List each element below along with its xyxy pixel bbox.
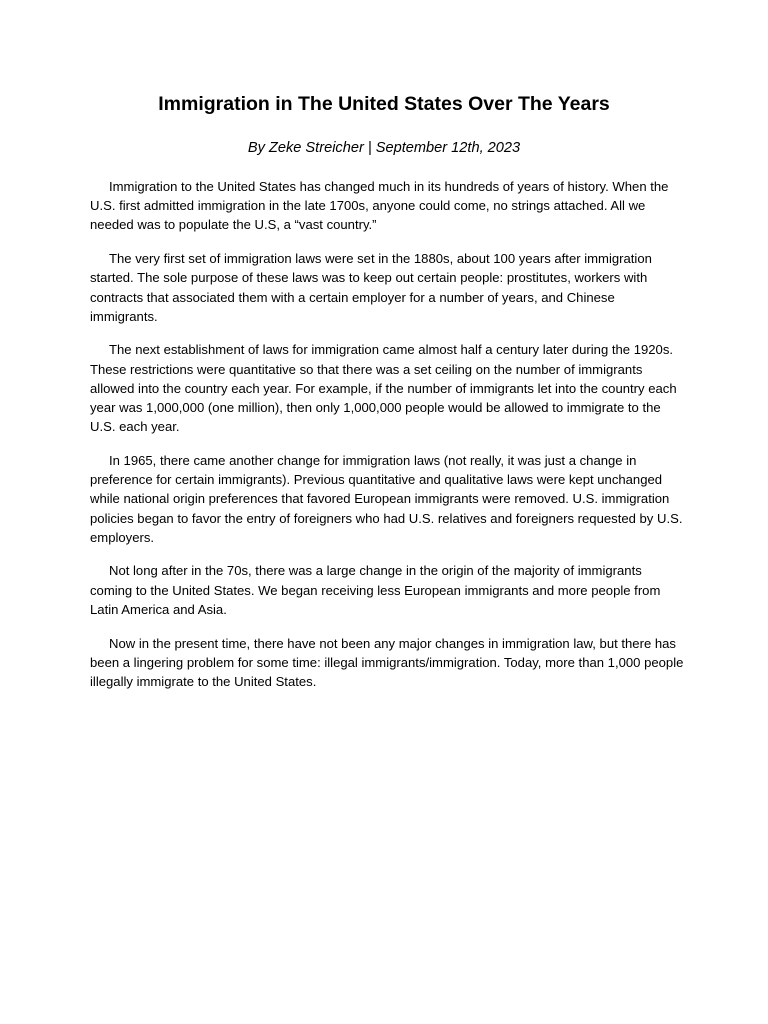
paragraph-1965-change: In 1965, there came another change for immigration laws (not really, it was just a change in preference for certain immigrants). Previous quantitative and qualitative laws were kept unchanged while national origin preferences that favored European immigrants were removed. U.S. immigration policies began to favor the entry of foreigners who had U.S. relatives and foreigners requested by U.S. employers. bbox=[90, 452, 683, 545]
paragraph-present-day: Now in the present time, there have not been any major changes in immigration law, but there has been a lingering problem for some time: illegal immigrants/immigration. Today, more than 1,000 people illegally immigrate to the United States. bbox=[90, 635, 684, 689]
paragraph-1970s-origin-shift: Not long after in the 70s, there was a large change in the origin of the majority of immigrants coming to the United States. We began receiving less European immigrants and more people from Latin America and Asia. bbox=[90, 563, 661, 617]
document-body bbox=[90, 177, 686, 706]
paragraph-1920s-restrictions: The next establishment of laws for immigration came almost half a century later during the 1920s. These restrictions were quantitative so that there was a set ceiling on the number of immigrants allowed into the country each year. For example, if the number of immigrants let into the country each year was 1,000,000 (one million), then only 1,000,000 people would be allowed to immigrate to the U.S. each year. bbox=[90, 342, 677, 435]
paragraph-colonial-immigration: Immigration to the United States has changed much in its hundreds of years of history. When the U.S. first admitted immigration in the late 1700s, anyone could come, no strings attached. All we needed was to populate the U.S, a “vast country.” bbox=[90, 179, 669, 233]
document-title: Immigration in The United States Over The Years bbox=[158, 93, 610, 115]
paragraph-1880s-laws: The very first set of immigration laws were set in the 1880s, about 100 years after immigration started. The sole purpose of these laws was to keep out certain people: prostitutes, workers with contracts that associated them with a certain employer for a number of years, and Chinese immigrants. bbox=[90, 251, 652, 324]
author-date-byline: By Zeke Streicher | September 12th, 2023 bbox=[247, 140, 521, 156]
